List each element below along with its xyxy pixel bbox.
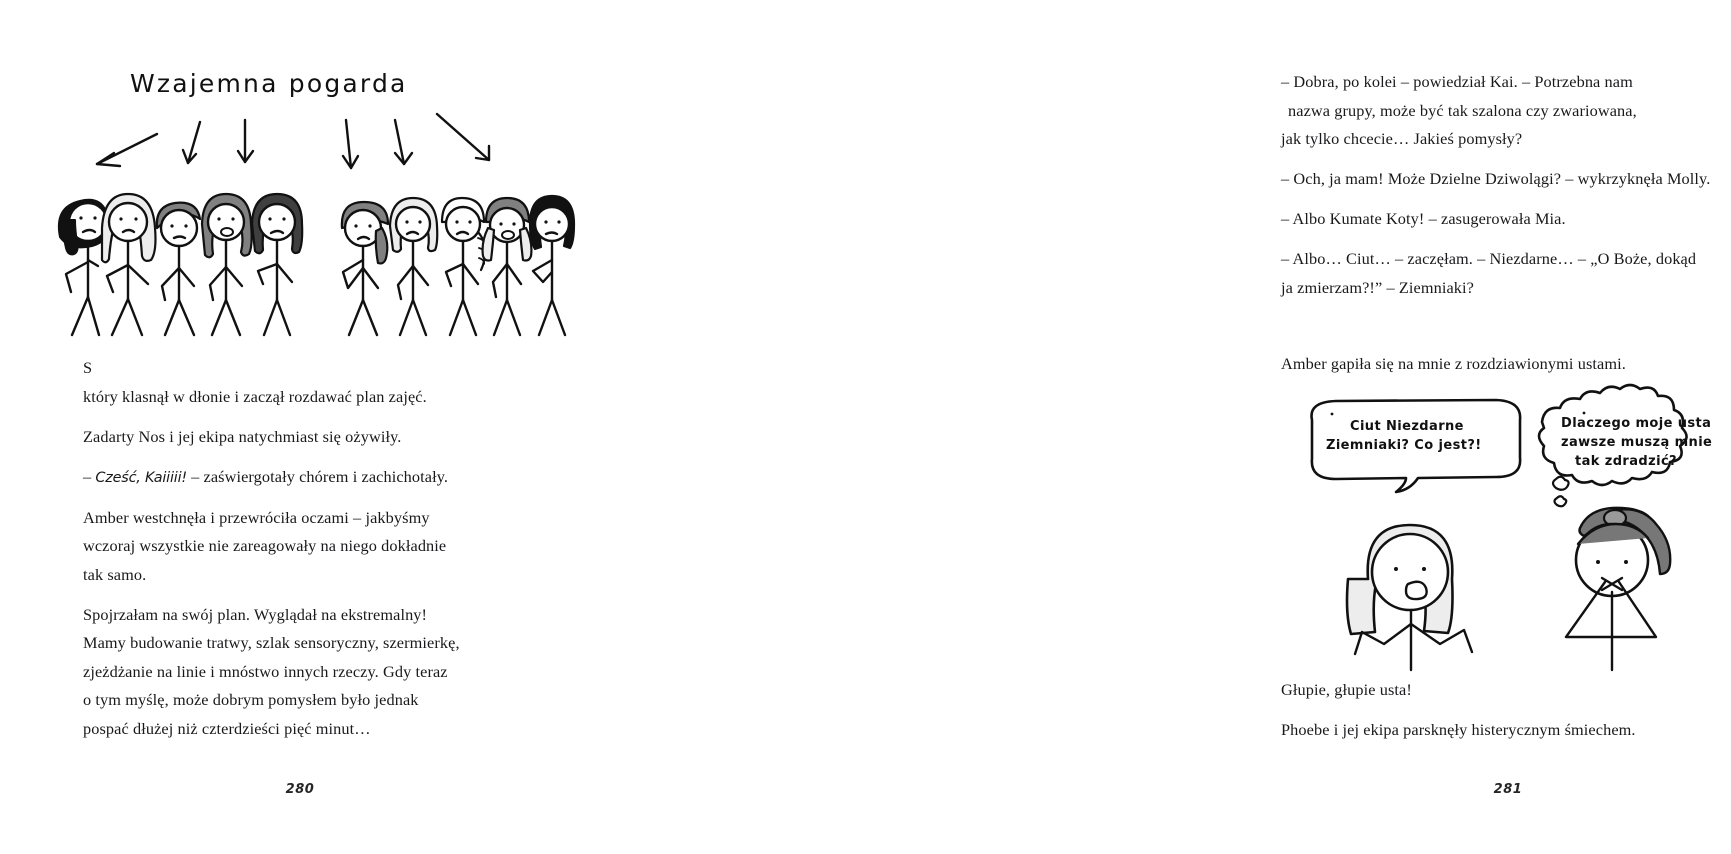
figure-7-legs — [400, 300, 426, 335]
figure-6-side-tail — [376, 228, 388, 263]
figure-10-eye-right — [557, 220, 560, 223]
thought-puff-small — [1555, 496, 1567, 506]
arrow-6-shaft — [437, 114, 489, 160]
paragraph: – Och, ja mam! Może Dzielne Dziwolągi? – wykrzyknęła Molly. — [1281, 169, 1711, 188]
dialogue-handwritten: Cześć, Kaiiiii! — [95, 469, 187, 486]
figure-2-arm-left — [107, 265, 128, 292]
left-illustration-svg — [52, 52, 552, 337]
figure-3-arm-left — [162, 268, 179, 300]
figure-2-arm-right — [128, 265, 148, 284]
figure-4-eye-left — [217, 217, 220, 220]
figure-3-arm-right — [179, 268, 194, 286]
speech-bubble-line-2: Ziemniaki? Co jest?! — [1326, 438, 1482, 453]
figure-4 — [202, 194, 252, 335]
figure-1-eye-left — [79, 216, 82, 219]
paragraph-line: wczoraj wszystkie nie zareagowały na niego dokładnie — [83, 536, 447, 555]
thought-bubble-line-3: tak zdradzić? — [1575, 454, 1677, 469]
paragraph-line: pospać dłużej niż czterdzieści pięć minut… — [83, 718, 371, 738]
paragraph — [83, 504, 523, 590]
figure-6-arm-right — [363, 268, 378, 288]
paragraph: Głupie, głupie usta! — [1281, 680, 1412, 699]
paragraph — [1281, 245, 1731, 302]
left-page-text — [83, 354, 523, 743]
paragraph-line: Mamy budowanie tratwy, szlak sensoryczny, szermierkę, — [83, 633, 460, 652]
figure-4-eye-right — [231, 217, 234, 220]
figure-6 — [342, 202, 388, 335]
figure-5-eye-left — [268, 217, 271, 220]
figure-9-legs — [494, 300, 520, 335]
paragraph-line: tak samo. — [83, 564, 147, 584]
covering-mouth-figure-eye-left — [1596, 560, 1600, 564]
figure-6-eye-left — [354, 224, 357, 227]
figure-2 — [102, 194, 156, 335]
figure-9 — [483, 198, 532, 335]
paragraph: – Albo Kumate Koty! – zasugerowała Mia. — [1281, 209, 1566, 228]
figure-5 — [252, 194, 302, 335]
figure-10 — [530, 196, 574, 335]
figure-5-arm-right — [277, 264, 292, 282]
figure-10-legs — [539, 300, 565, 335]
figure-8-head — [446, 207, 480, 241]
figure-8-eye-left — [455, 220, 458, 223]
paragraph-line: ja zmierzam?!” – Ziemniaki? — [1281, 277, 1474, 297]
figure-2-eye-right — [134, 217, 137, 220]
speaking-figure — [1347, 525, 1472, 670]
thought-bubble — [1539, 385, 1712, 506]
paragraph: Amber gapiła się na mnie z rozdziawionymi ustami. — [1281, 354, 1626, 373]
figure-10-arm-hip — [533, 260, 552, 282]
paragraph-line: który klasnął w dłonie i zaczął rozdawać plan zajęć. — [83, 386, 427, 406]
figure-8-eye-right — [468, 220, 471, 223]
paragraph — [83, 601, 523, 744]
figure-6-arm-bent — [343, 260, 363, 288]
figure-3-eye-right — [184, 224, 187, 227]
speech-bubble-line-1: Ciut Niezdarne — [1350, 419, 1464, 434]
figure-4-mouth — [221, 228, 233, 236]
right-page-text-top — [1281, 68, 1731, 302]
figure-1-arm-left — [66, 262, 88, 292]
figure-6-eye-right — [368, 224, 371, 227]
paragraph: Phoebe i jej ekipa parsknęły histerycznym śmiechem. — [1281, 720, 1636, 739]
figure-3 — [157, 203, 200, 335]
figure-9-mouth — [502, 231, 514, 239]
thought-bubble-line-2: zawsze muszą mnie — [1561, 435, 1713, 450]
figure-9-arm-right — [507, 264, 521, 284]
dialogue-rest: – zaświergotały chórem i zachichotały. — [186, 466, 449, 486]
figure-4-arm-right — [226, 267, 242, 286]
speaking-figure-eye-right — [1422, 567, 1426, 571]
paragraph-line: jak tylko chcecie… Jakieś pomysły? — [1281, 129, 1523, 148]
figure-4-legs — [212, 300, 240, 335]
covering-mouth-figure — [1566, 508, 1670, 670]
thought-bubble-line-1: Dlaczego moje usta — [1561, 416, 1712, 431]
figure-7-eye-right — [418, 220, 421, 223]
figure-3-legs — [165, 300, 194, 335]
paragraph-dialogue — [83, 463, 523, 493]
thought-puff-large — [1553, 477, 1569, 490]
left-page — [0, 0, 600, 854]
right-illustration-svg — [1290, 392, 1720, 670]
right-page — [600, 0, 1713, 854]
figure-7-arm-left — [398, 266, 413, 299]
figure-4-arm-left — [210, 267, 226, 300]
paragraph-line: zjeżdżanie na linie i mnóstwo innych rzeczy. Gdy teraz — [83, 661, 448, 681]
speaking-figure-eye-left — [1394, 567, 1398, 571]
figure-1-arm-right — [88, 260, 98, 266]
illustration-title: Wzajemna pogarda — [130, 69, 408, 98]
page-number-left: 280 — [285, 782, 315, 797]
speech-bubble-dot — [1331, 413, 1334, 416]
right-page-text-bottom — [1281, 676, 1731, 745]
figure-2-head — [109, 203, 147, 241]
figure-5-head — [259, 204, 295, 240]
figure-7-eye-left — [405, 220, 408, 223]
paragraph-line: nazwa grupy, może być tak szalona czy zwariowana, — [1288, 100, 1637, 120]
figure-9-eye-right — [512, 222, 515, 225]
left-illustration — [52, 52, 552, 337]
figure-2-legs — [112, 299, 142, 335]
figure-2-eye-left — [119, 217, 122, 220]
paragraph — [1281, 68, 1731, 154]
figure-8 — [442, 198, 485, 335]
dialogue-dash: – — [83, 466, 96, 486]
figure-7-head — [396, 207, 430, 241]
figure-9-arm-left — [493, 264, 507, 297]
figure-3-eye-left — [170, 224, 173, 227]
figure-1 — [59, 200, 109, 335]
paragraph-line: – Albo… Ciut… – zaczęłam. – Niezdarne… – „O Boże, dokąd — [1281, 249, 1697, 268]
figure-6-legs — [349, 300, 377, 335]
figure-10-head — [535, 207, 569, 241]
figure-1-legs — [72, 297, 99, 335]
figure-5-legs — [264, 300, 290, 335]
right-page-text-mid — [1281, 350, 1731, 379]
paragraph-line: Spojrzałam na swój plan. Wyglądał na ekstremalny! — [83, 604, 428, 624]
figure-5-arm-left — [258, 264, 277, 284]
paragraph-line: – Dobra, po kolei – powiedział Kai. – Potrzebna nam — [1281, 72, 1633, 91]
figure-5-eye-right — [282, 217, 285, 220]
speech-bubble — [1312, 400, 1521, 492]
arrow-group — [97, 114, 489, 168]
paragraph — [83, 354, 523, 411]
figure-8-arm-left — [446, 264, 463, 286]
covering-mouth-figure-eye-right — [1624, 560, 1628, 564]
figure-8-arm-right — [463, 264, 478, 284]
speaking-figure-mouth — [1406, 582, 1427, 599]
figure-10-eye-left — [544, 220, 547, 223]
paragraph-line: Amber westchnęła i przewróciła oczami – jakbyśmy — [83, 507, 430, 527]
page-number-right: 281 — [1493, 782, 1523, 797]
figure-8-legs — [450, 300, 476, 335]
figure-7 — [390, 198, 437, 335]
right-illustration — [1290, 392, 1720, 670]
paragraph-line: S — [83, 358, 93, 377]
figure-1-ponytail — [65, 220, 78, 254]
paragraph: Zadarty Nos i jej ekipa natychmiast się ożywiły. — [83, 426, 402, 446]
thought-bubble-dot — [1583, 412, 1586, 415]
figure-1-eye-right — [93, 216, 96, 219]
figure-7-arm-right — [413, 266, 428, 285]
paragraph-line: o tym myślę, może dobrym pomysłem było jednak — [83, 690, 419, 709]
figure-9-pigtail-left — [483, 228, 494, 261]
figure-9-eye-left — [499, 222, 502, 225]
figure-3-head — [161, 210, 197, 246]
